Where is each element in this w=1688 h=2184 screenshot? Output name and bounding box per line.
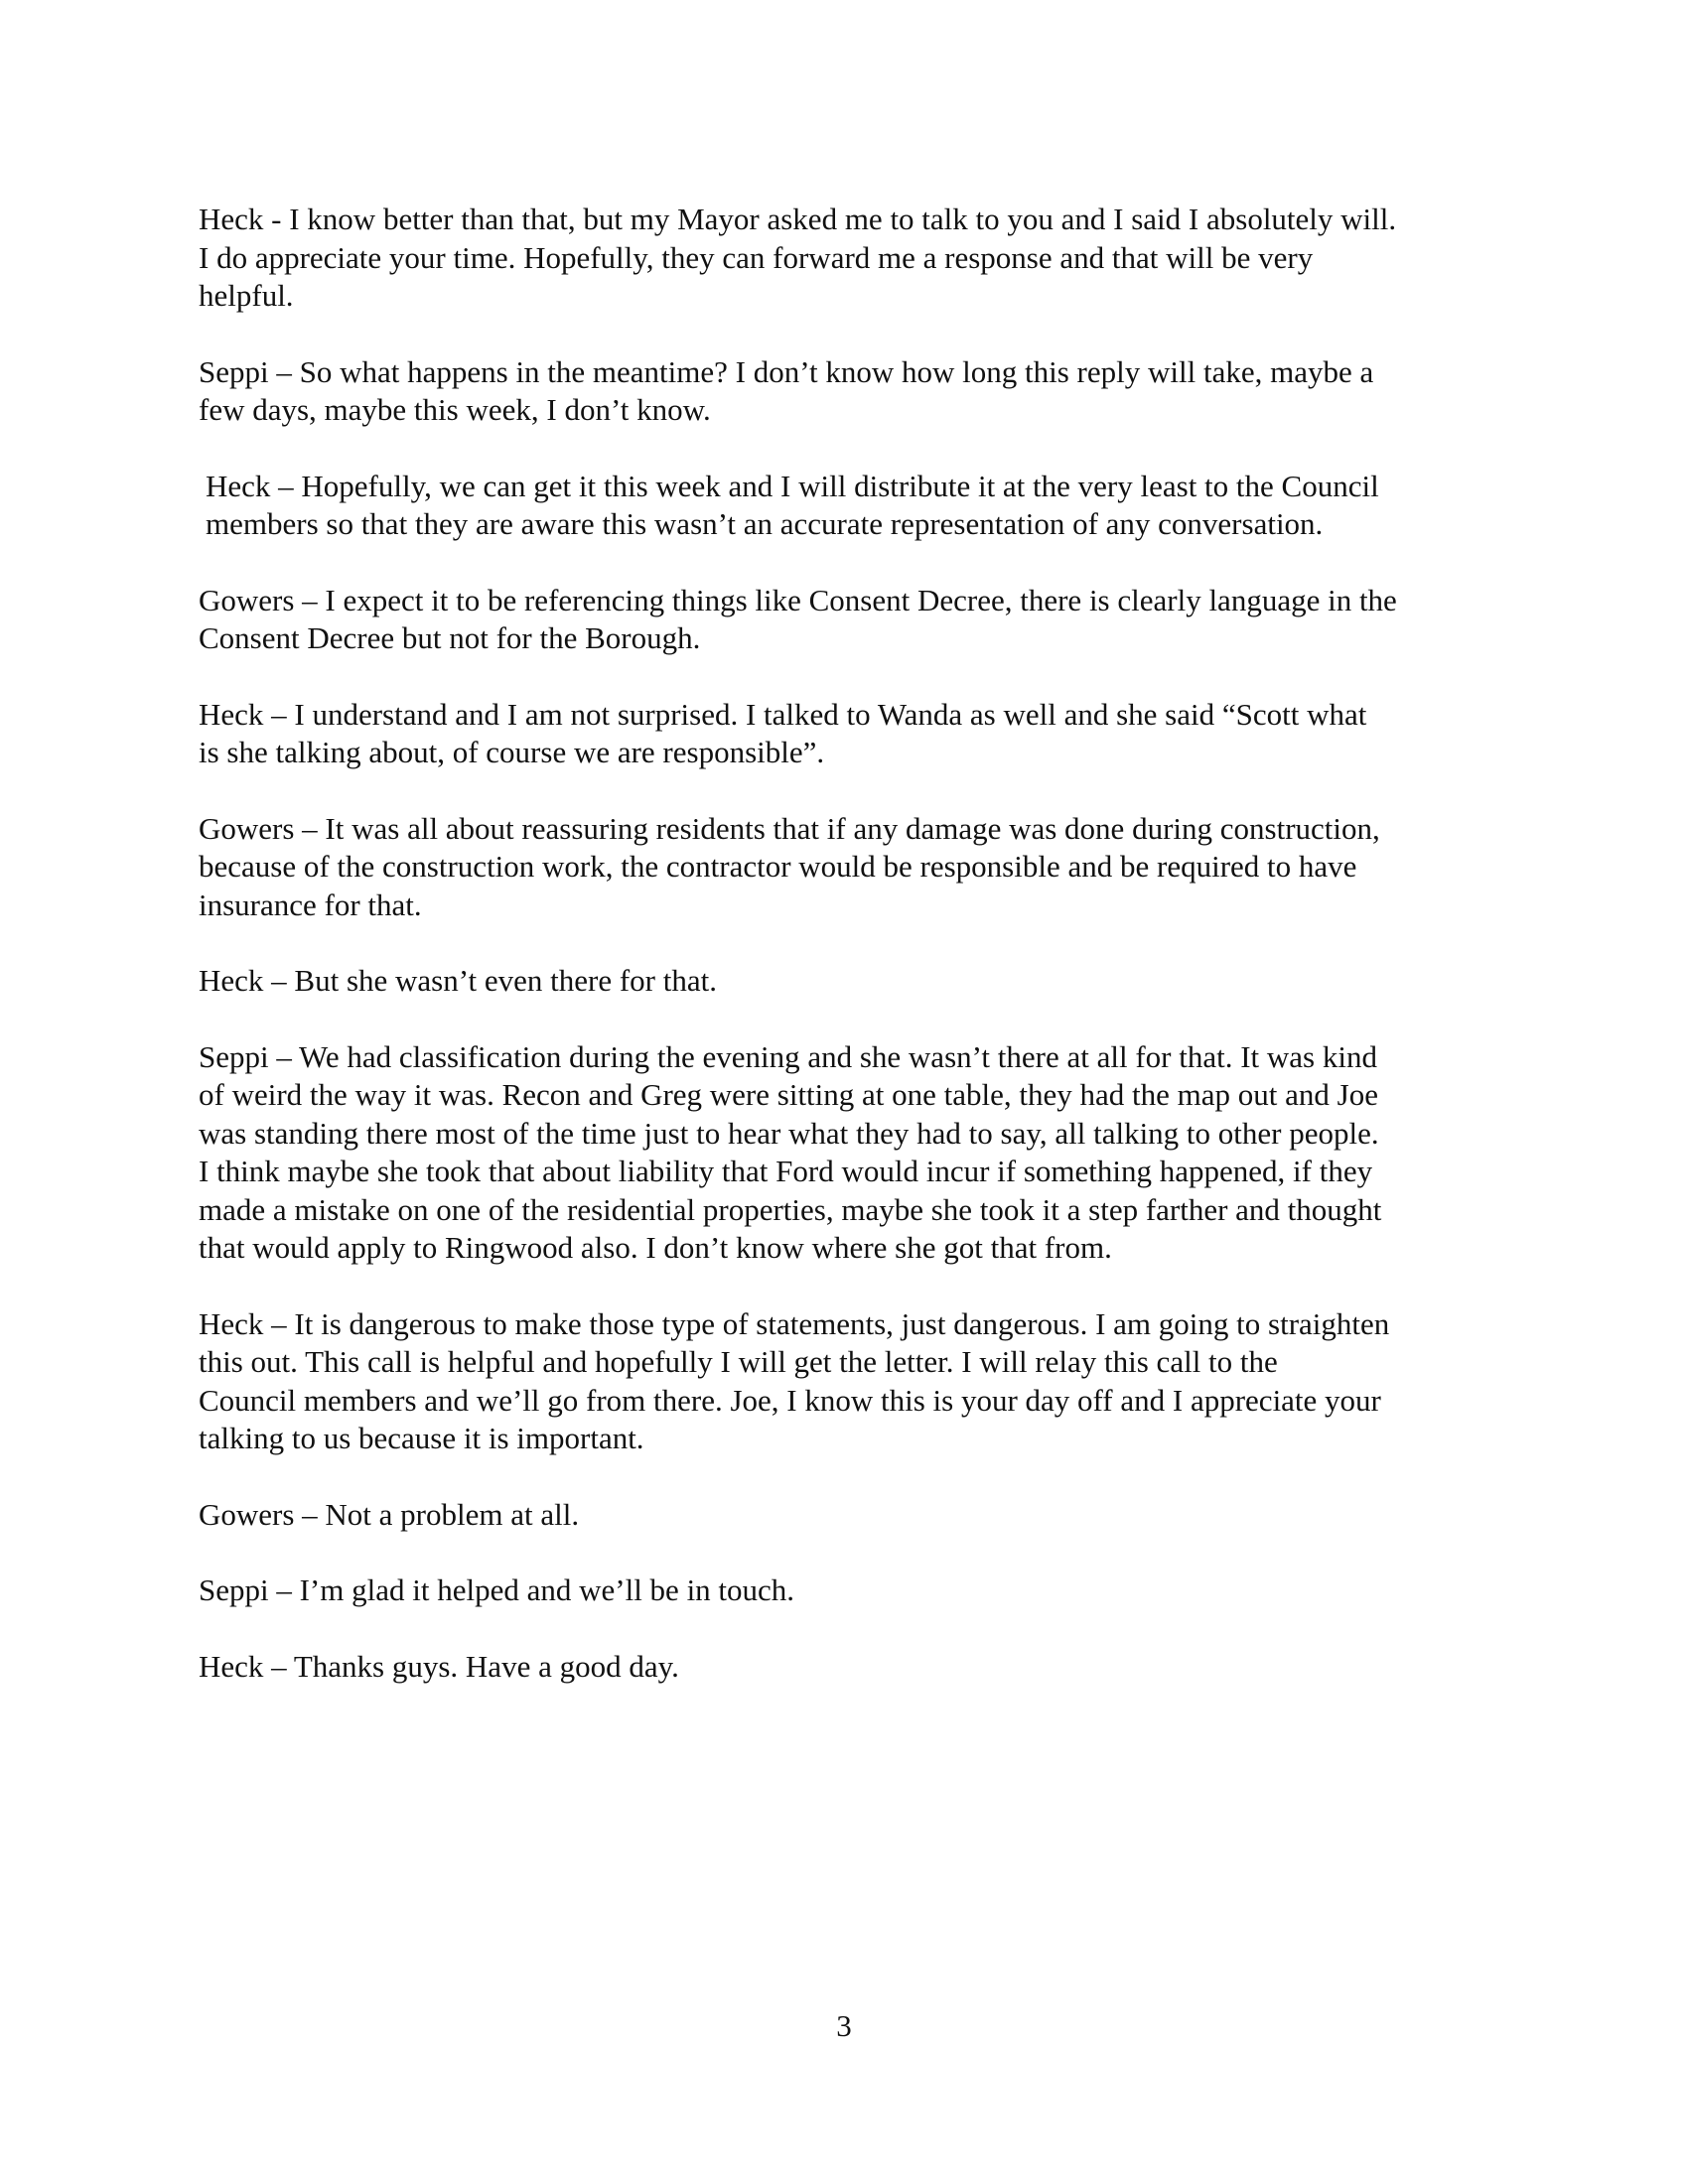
paragraph-heck-2: Heck – Hopefully, we can get it this week and I will distribute it at the very least to the Council members so that they are aware this wasn’t an accurate representation of any conversation. [206, 468, 1379, 541]
page-number: 3 [836, 2008, 852, 2043]
transcript-body [199, 201, 1489, 1723]
paragraph-heck-3: Heck – I understand and I am not surprised. I talked to Wanda as well and she said “Scott what is she talking about, of course we are responsible”. [199, 696, 1367, 769]
paragraph-heck-5: Heck – It is dangerous to make those type of statements, just dangerous. I am going to straighten this out. This call is helpful and hopefully I will get the letter. I will relay this call to the Council members and we’ll go from there. Joe, I know this is your day off and I appreciate your talking to us because it is important. [199, 1305, 1390, 1455]
paragraph-seppi-2: Seppi – We had classification during the evening and she wasn’t there at all for that. It was kind of weird the way it was. Recon and Greg were sitting at one table, they had the map out and Joe was standing there most of the time just to hear what they had to say, all talking to other people. I think maybe she took that about liability that Ford would incur if something happened, if they made a mistake on one of the residential properties, maybe she took it a step farther and thought that would apply to Ringwood also. I don’t know where she got that from. [199, 1038, 1382, 1265]
paragraph-gowers-2: Gowers – It was all about reassuring residents that if any damage was done during construction, because of the construction work, the contractor would be responsible and be required to have insurance for that. [199, 810, 1380, 922]
paragraph-seppi-1: Seppi – So what happens in the meantime? I don’t know how long this reply will take, maybe a few days, maybe this week, I don’t know. [199, 353, 1374, 427]
paragraph-heck-1: Heck - I know better than that, but my Mayor asked me to talk to you and I said I absolutely will. I do appreciate your time. Hopefully, they can forward me a response and that will be very helpful. [199, 202, 1397, 313]
paragraph-gowers-3: Gowers – Not a problem at all. [199, 1496, 580, 1532]
paragraph-heck-6: Heck – Thanks guys. Have a good day. [199, 1648, 679, 1684]
paragraph-heck-4: Heck – But she wasn’t even there for that. [199, 963, 717, 998]
paragraph-seppi-3: Seppi – I’m glad it helped and we’ll be in touch. [199, 1572, 795, 1607]
paragraph-gowers-1: Gowers – I expect it to be referencing things like Consent Decree, there is clearly language in the Consent Decree but not for the Borough. [199, 582, 1397, 655]
